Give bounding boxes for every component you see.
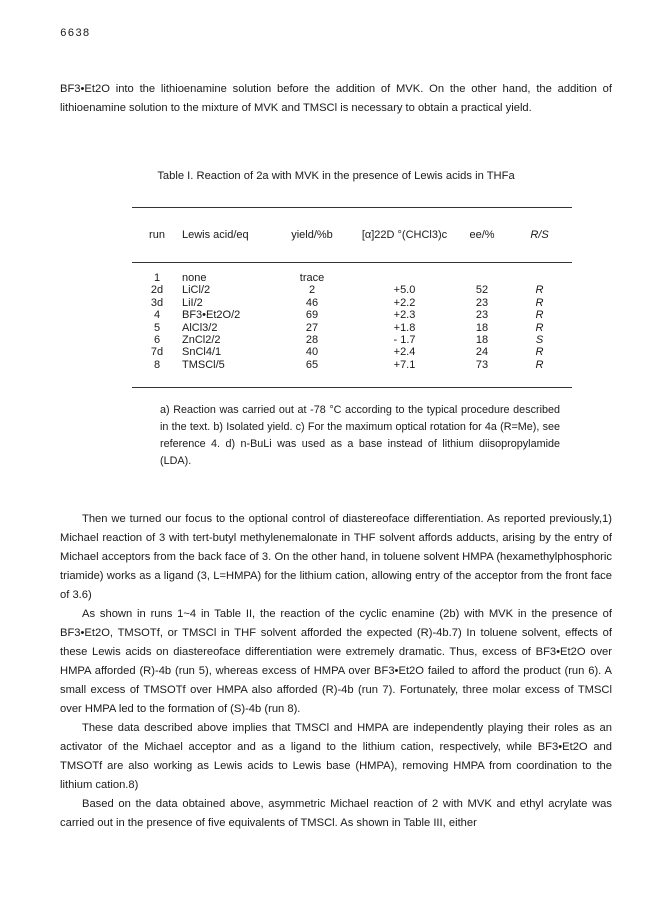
cell-rotation: +2.2: [393, 296, 416, 309]
cell-rs: R: [535, 284, 544, 297]
cell-yield: 65: [305, 358, 319, 371]
cell-run: 5: [153, 321, 161, 334]
cell-ee: [457, 272, 507, 284]
cell-ee: 18: [475, 321, 489, 334]
cell-run: 4: [153, 309, 161, 322]
header-run: run: [149, 229, 165, 241]
cell-lewis: SnCl4/1: [182, 346, 222, 359]
cell-rs: R: [535, 321, 544, 334]
cell-rotation: +1.8: [393, 321, 416, 334]
cell-yield: 69: [305, 309, 319, 322]
cell-lewis: AlCl3/2: [182, 321, 218, 334]
table-bottom-rule: [132, 387, 572, 388]
table-row: [132, 334, 572, 346]
table-top-rule: [132, 207, 572, 208]
cell-yield: 40: [305, 346, 319, 359]
cell-ee: 52: [475, 284, 489, 297]
intro-text: BF3•Et2O into the lithioenamine solution before the addition of MVK. On the other hand, the addition of lithioenamine solution to the mixture of MVK and TMSCl is necessary to obtain a practical yield.: [60, 83, 612, 114]
cell-run: 6: [153, 334, 161, 347]
cell-ee: 24: [475, 346, 489, 359]
cell-lewis: LiCl/2: [182, 284, 211, 297]
body-paragraph-4: Based on the data obtained above, asymmetric Michael reaction of 2 with MVK and ethyl acrylate was carried out in the presence of five equivalents of TMSCl. As shown in Table III, either: [60, 798, 612, 829]
cell-rotation: +7.1: [393, 358, 416, 371]
header-yield: yield/%b: [291, 229, 333, 241]
lewis-acid-table: [132, 222, 572, 248]
page-number: 6638: [60, 28, 91, 40]
table-footnotes: [160, 402, 560, 470]
table-row: [132, 309, 572, 321]
cell-rs: [507, 272, 572, 284]
body-paragraph-2: As shown in runs 1~4 in Table II, the reaction of the cyclic enamine (2b) with MVK in the presence of BF3•Et2O, TMSOTf, or TMSCl in THF solvent afforded the expected (R)-4b.7) In toluene solvent, effects of these Lewis acids on diastereoface differentiation were extremely dramatic. Thus, excess of BF3•Et2O over HMPA afforded (R)-4b (run 5), whereas excess of HMPA over BF3•Et2O failed to afford the product (run 6). A small excess of TMSOTf over HMPA also afforded (R)-4b (run 7). Fortunately, three molar excess of TMSCl over HMPA led to the formation of (S)-4b (run 8).: [60, 608, 612, 715]
cell-run: 1: [153, 272, 161, 284]
cell-lewis: TMSCl/5: [182, 358, 225, 371]
table-row: [132, 284, 572, 296]
body-paragraph-1: Then we turned our focus to the optional control of diastereoface differentiation. As reported previously,1) Michael reaction of 3 with tert-butyl methylenemalonate in THF solvent affords adducts, arising by the entry of Michael acceptors from the back face of 3. On the other hand, in toluene solvent HMPA (hexamethylphosphoric triamide) works as a ligand (3, L=HMPA) for the lithium cation, allowing entry of the acceptor from the front face of 3.6): [60, 513, 612, 601]
cell-yield: 27: [305, 321, 319, 334]
table-row: [132, 359, 572, 371]
cell-run: 8: [153, 358, 161, 371]
cell-lewis: LiI/2: [182, 296, 203, 309]
table-row: [132, 272, 572, 284]
cell-lewis: none: [182, 272, 207, 284]
table-caption: Table I. Reaction of 2a with MVK in the presence of Lewis acids in THFa: [157, 170, 515, 182]
header-rs: R/S: [530, 229, 549, 241]
cell-yield: 2: [308, 284, 316, 297]
lewis-acid-table-body: [132, 272, 572, 371]
intro-paragraph: [60, 80, 612, 118]
table-row: [132, 297, 572, 309]
table-header-row: [132, 222, 572, 248]
cell-rotation: +2.3: [393, 309, 416, 322]
cell-ee: 18: [475, 334, 489, 347]
cell-rotation: +2.4: [393, 346, 416, 359]
table-row: [132, 322, 572, 334]
cell-rotation: - 1.7: [393, 334, 416, 347]
cell-yield: trace: [299, 272, 325, 284]
cell-rs: S: [535, 334, 544, 347]
cell-yield: 46: [305, 296, 319, 309]
cell-lewis: BF3•Et2O/2: [182, 309, 241, 322]
body-text: [60, 510, 612, 833]
cell-run: 7d: [150, 346, 164, 359]
cell-ee: 23: [475, 296, 489, 309]
header-rotation: [α]22D °(CHCl3)c: [361, 229, 448, 241]
cell-rs: R: [535, 309, 544, 322]
cell-rs: R: [535, 346, 544, 359]
cell-lewis: ZnCl2/2: [182, 334, 221, 347]
table-row: [132, 346, 572, 358]
header-lewis-acid: Lewis acid/eq: [182, 229, 249, 241]
cell-rs: R: [535, 296, 544, 309]
body-paragraph-3: These data described above implies that TMSCl and HMPA are independently playing their roles as an activator of the Michael acceptor and as a ligand to the lithium cation, respectively, while BF3•Et2O and TMSOTf are also working as Lewis acids to Lewis base (HMPA), removing HMPA from coordination to the lithium cation.8): [60, 722, 612, 791]
header-ee: ee/%: [469, 229, 495, 241]
cell-run: 3d: [150, 296, 164, 309]
footnote-text: a) Reaction was carried out at -78 °C according to the typical procedure described in the text. b) Isolated yield. c) For the maximum optical rotation for 4a (R=Me), see reference 4. d) n-BuLi was used as a base instead of lithium diisopropylamide (LDA).: [160, 404, 560, 467]
cell-yield: 28: [305, 334, 319, 347]
table-header-rule: [132, 262, 572, 263]
cell-ee: 73: [475, 358, 489, 371]
cell-run: 2d: [150, 284, 164, 297]
cell-rotation: +5.0: [393, 284, 416, 297]
cell-rs: R: [535, 358, 544, 371]
cell-rotation: [352, 272, 457, 284]
cell-ee: 23: [475, 309, 489, 322]
